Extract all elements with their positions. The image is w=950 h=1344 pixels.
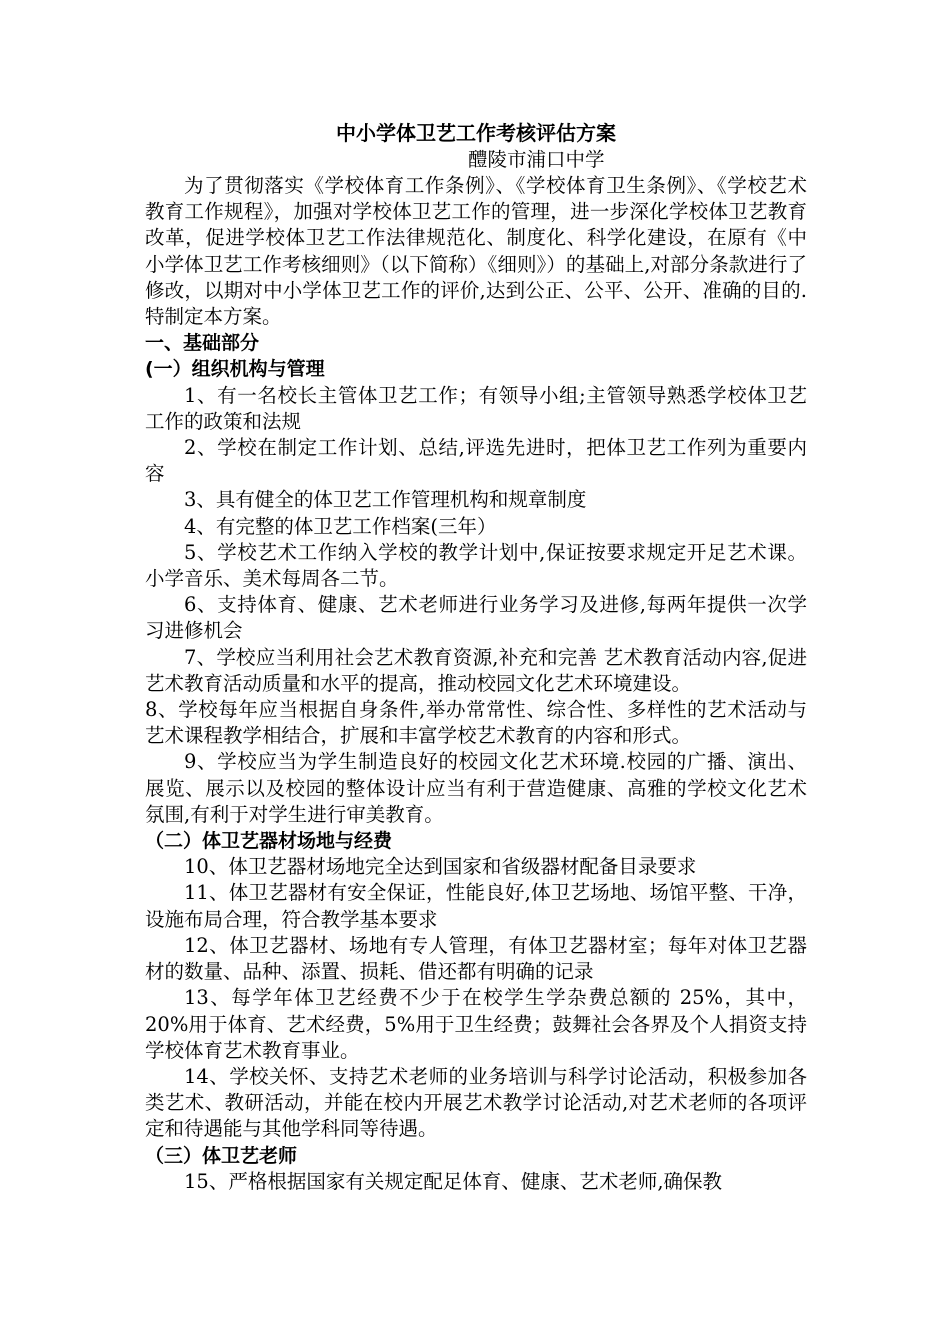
school-name: 醴陵市浦口中学 [468, 148, 605, 171]
section-heading-basic: 一、基础部分 [145, 332, 260, 355]
list-item: 4、有完整的体卫艺工作档案(三年） [184, 514, 497, 538]
list-item: 11、体卫艺器材有安全保证，性能良好,体卫艺场地、场馆平整、干净，设施布局合理，符合教学基本要求 [145, 881, 807, 931]
list-item: 9、学校应当为学生制造良好的校园文化艺术环境.校园的广播、演出、展览、展示以及校园的整体设计应当有利于营造健康、高雅的学校文化艺术氛围,有利于对学生进行审美教育。 [145, 750, 807, 826]
list-item: 1、有一名校长主管体卫艺工作；有领导小组;主管领导熟悉学校体卫艺工作的政策和法规 [145, 383, 807, 433]
list-item: 3、具有健全的体卫艺工作管理机构和规章制度 [184, 488, 587, 512]
list-item: 12、体卫艺器材、场地有专人管理，有体卫艺器材室；每年对体卫艺器材的数量、品种、添置、损耗、借还都有明确的记录 [145, 933, 807, 984]
list-item: 14、学校关怀、支持艺术老师的业务培训与科学讨论活动，积极参加各类艺术、教研活动，并能在校内开展艺术教学讨论活动,对艺术老师的各项评定和待遇能与其他学科同等待遇。 [145, 1064, 807, 1141]
document-title: 中小学体卫艺工作考核评估方案 [336, 121, 616, 145]
list-item: 7、学校应当利用社会艺术教育资源,补充和完善 艺术教育活动内容,促进 艺术教育活动质量和水平的提高，推动校园文化艺术环境建设。 [145, 645, 807, 695]
subsection-heading-organization: (一）组织机构与管理 [145, 358, 325, 381]
intro-paragraph: 为了贯彻落实《学校体育工作条例》、《学校体育卫生条例》、《学校艺术教育工作规程》，加强对学校体卫艺工作的管理，进一步深化学校体卫艺教育改革，促进学校体卫艺工作法律规范化、制度化、科学化建设，在原有《中小学体卫艺工作考核细则》（以下简称）《细则》）的基础上,对部分条款进行了修改，以期对中小学体卫艺工作的评价,达到公正、公平、公开、准确的目的.特制定本方案。 [145, 174, 807, 329]
subsection-heading-teachers: （三）体卫艺老师 [145, 1144, 298, 1167]
list-item: 8、学校每年应当根据自身条件,举办常常性、综合性、多样性的艺术活动与艺术课程教学相结合，扩展和丰富学校艺术教育的内容和形式。 [145, 698, 807, 748]
document-body [145, 120, 807, 1195]
list-item: 13、每学年体卫艺经费不少于在校学生学杂费总额的 25%，其中，20%用于体育、艺术经费，5%用于卫生经费；鼓舞社会各界及个人捐资支持学校体育艺术教育事业。 [145, 986, 807, 1062]
list-item: 6、支持体育、健康、艺术老师进行业务学习及进修,每两年提供一次学习进修机会 [145, 593, 807, 643]
list-item: 10、体卫艺器材场地完全达到国家和省级器材配备目录要求 [184, 855, 697, 879]
list-item: 5、学校艺术工作纳入学校的教学计划中,保证按要求规定开足艺术课。小学音乐、美术每周各二节。 [145, 540, 807, 591]
subsection-heading-equipment: （二）体卫艺器材场地与经费 [145, 830, 393, 853]
list-item: 2、学校在制定工作计划、总结,评选先进时，把体卫艺工作列为重要内容 [145, 436, 807, 486]
list-item: 15、严格根据国家有关规定配足体育、健康、艺术老师,确保教 [184, 1169, 723, 1193]
